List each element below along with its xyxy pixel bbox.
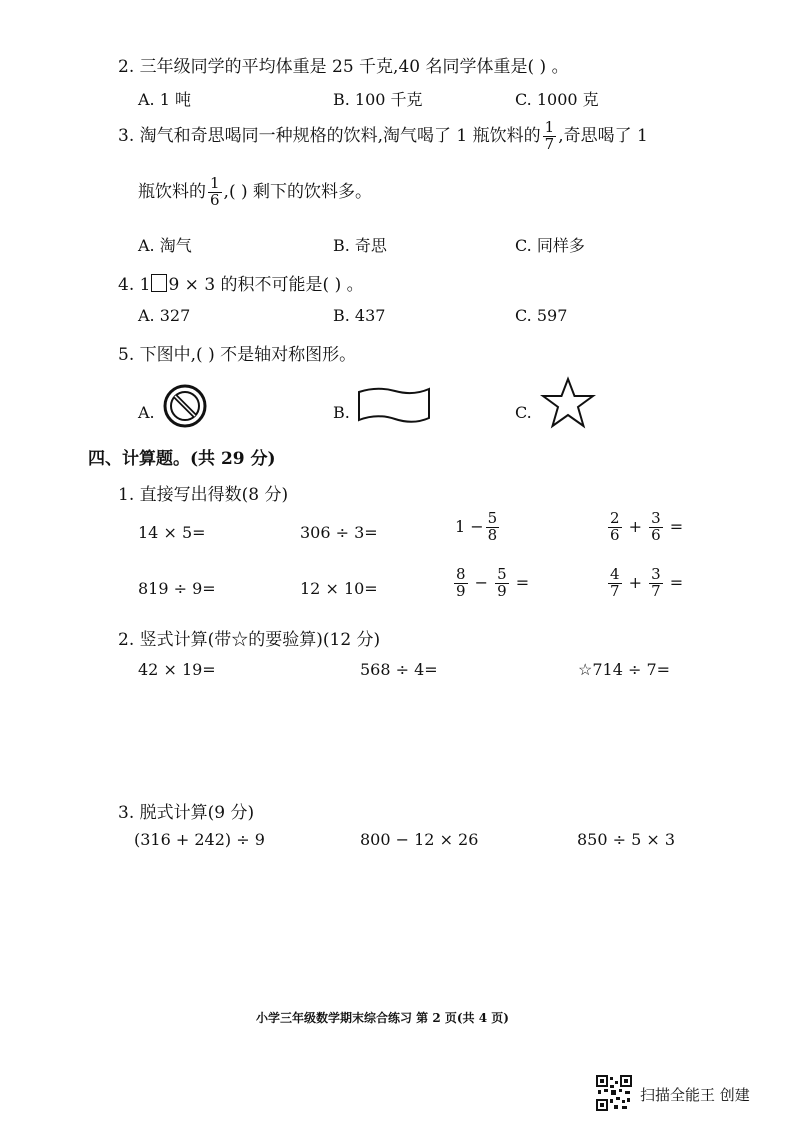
calc-8-9-minus-5-9 <box>452 567 529 600</box>
star-icon <box>540 376 596 430</box>
question-5-option-a: A. <box>138 403 155 422</box>
question-4-option-c: C. 597 <box>515 306 568 325</box>
fraction <box>649 511 663 544</box>
calc-800-minus-12x26: 800 − 12 × 26 <box>360 830 479 849</box>
question-4-suffix: 9 × 3 的积不可能是( ) 。 <box>168 275 364 295</box>
question-3-text-2: 瓶饮料的 <box>138 181 206 202</box>
calc-568div4: 568 ÷ 4= <box>360 660 438 679</box>
calc-306div3: 306 ÷ 3= <box>300 523 378 542</box>
question-4-option-b: B. 437 <box>333 306 386 325</box>
fraction-denominator: 7 <box>610 581 620 600</box>
question-5-stem: 5. 下图中,( ) 不是轴对称图形。 <box>118 345 357 365</box>
blank-box-icon <box>151 274 167 292</box>
question-4-prefix: 4. 1 <box>118 275 151 295</box>
fraction <box>495 567 509 600</box>
fraction-numerator: 3 <box>651 565 661 583</box>
fraction-numerator: 5 <box>497 565 507 583</box>
prohibition-sign-icon <box>162 383 208 429</box>
operator: + <box>628 572 643 592</box>
calc-714div7: ☆714 ÷ 7= <box>578 660 671 679</box>
fraction-denominator: 6 <box>651 525 661 544</box>
fraction-denominator: 6 <box>610 525 620 544</box>
question-2-stem: 2. 三年级同学的平均体重是 25 千克,40 名同学体重是( ) 。 <box>118 57 569 77</box>
operator: − <box>474 572 489 592</box>
fraction-denominator: 9 <box>497 581 507 600</box>
fraction-denominator: 7 <box>651 581 661 600</box>
fraction-numerator: 2 <box>610 509 620 527</box>
fraction-denominator: 9 <box>456 581 466 600</box>
question-3-line-2 <box>138 176 372 209</box>
equals-sign: = <box>515 572 530 592</box>
fraction-numerator: 5 <box>487 509 498 527</box>
fraction-one-seventh <box>543 120 557 153</box>
fraction-denominator: 6 <box>210 190 220 209</box>
fraction <box>608 567 622 600</box>
question-4-stem <box>118 270 364 295</box>
fraction <box>608 511 622 544</box>
fraction <box>454 567 468 600</box>
calc-819div9: 819 ÷ 9= <box>138 579 216 598</box>
equals-sign: = <box>669 516 684 536</box>
calc-1-minus-5-8 <box>455 511 501 544</box>
part-1-title: 1. 直接写出得数(8 分) <box>118 485 289 505</box>
calc-12x10: 12 × 10= <box>300 579 378 598</box>
calc-850div5x3: 850 ÷ 5 × 3 <box>577 830 676 849</box>
question-2-option-a: A. 1 吨 <box>138 90 191 109</box>
question-5-option-c: C. <box>515 403 532 422</box>
question-2-option-c: C. 1000 克 <box>515 90 599 109</box>
operator: + <box>628 516 643 536</box>
question-3-option-c: C. 同样多 <box>515 236 585 255</box>
scanner-watermark: 扫描全能王 创建 <box>640 1086 750 1104</box>
part-2-title: 2. 竖式计算(带☆的要验算)(12 分) <box>118 630 381 650</box>
question-3-option-b: B. 奇思 <box>333 236 387 255</box>
fraction <box>486 511 500 544</box>
question-3-text: 3. 淘气和奇思喝同一种规格的饮料,淘气喝了 1 瓶饮料的 <box>118 125 541 146</box>
question-3-line-1 <box>118 120 648 153</box>
equals-sign: = <box>669 572 684 592</box>
calc-text: 1 − <box>455 516 484 536</box>
fraction <box>649 567 663 600</box>
calc-2-6-plus-3-6 <box>606 511 683 544</box>
section-4-title: 四、计算题。(共 29 分) <box>88 449 276 469</box>
fraction-numerator: 3 <box>651 509 661 527</box>
part-3-title: 3. 脱式计算(9 分) <box>118 803 255 823</box>
calc-14x5: 14 × 5= <box>138 523 206 542</box>
question-3-option-a: A. 淘气 <box>138 236 192 255</box>
question-5-option-b: B. <box>333 403 350 422</box>
question-3-text-2-end: ,( ) 剩下的饮料多。 <box>223 181 373 202</box>
question-4-option-a: A. 327 <box>138 306 191 325</box>
calc-316-plus-242-div9: (316 + 242) ÷ 9 <box>134 830 265 849</box>
qr-code-icon <box>596 1075 632 1111</box>
question-2-option-b: B. 100 千克 <box>333 90 423 109</box>
fraction-denominator: 7 <box>544 134 555 153</box>
fraction-one-sixth <box>208 176 222 209</box>
wavy-flag-icon <box>355 386 433 426</box>
fraction-denominator: 8 <box>487 525 498 544</box>
fraction-numerator: 4 <box>610 565 620 583</box>
question-3-text-end: ,奇思喝了 1 <box>558 125 648 146</box>
fraction-numerator: 8 <box>456 565 466 583</box>
calc-4-7-plus-3-7 <box>606 567 683 600</box>
fraction-numerator: 1 <box>210 174 220 192</box>
page-footer: 小学三年级数学期末综合练习 第 2 页(共 4 页) <box>256 1011 509 1025</box>
calc-42x19: 42 × 19= <box>138 660 216 679</box>
fraction-numerator: 1 <box>544 118 555 136</box>
